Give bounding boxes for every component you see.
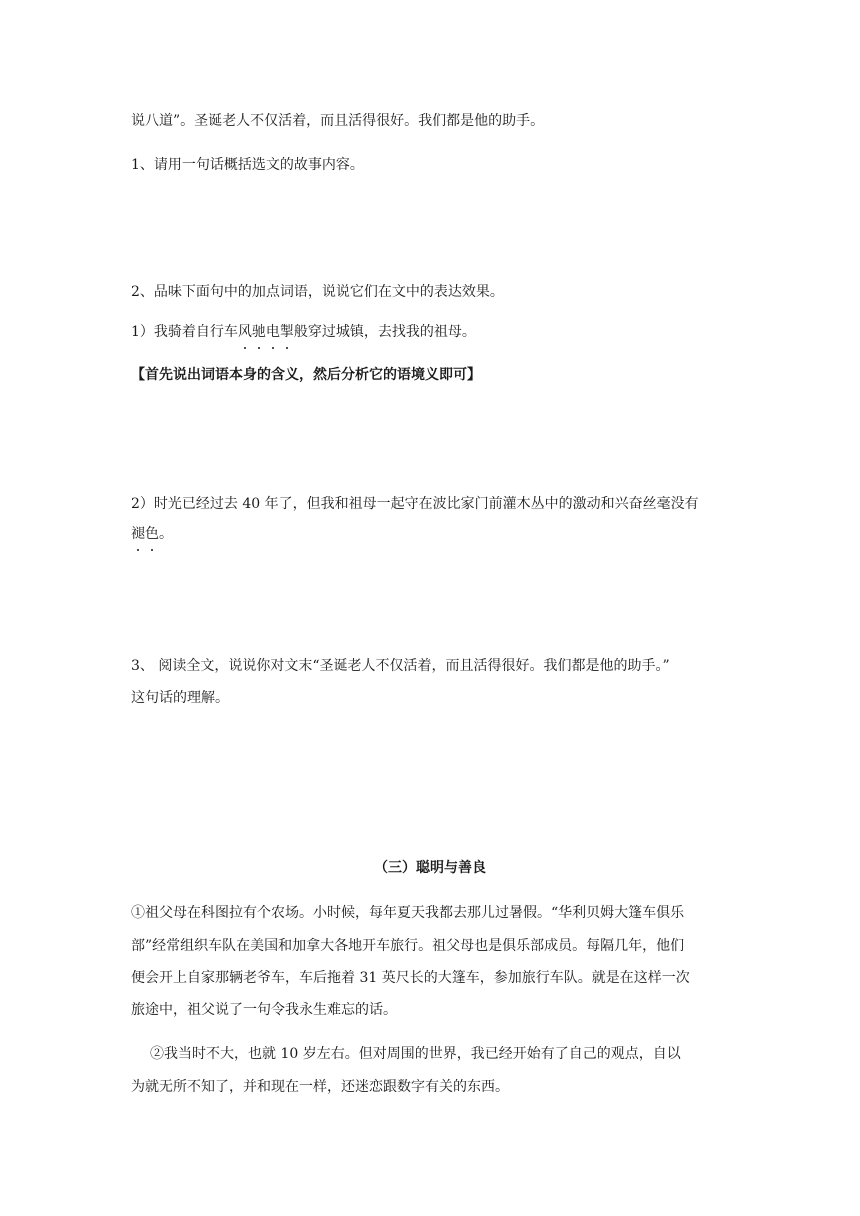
paragraph-1-line-1: ①祖父母在科图拉有个农场。小时候，每年夏天我都去那儿过暑假。“华利贝姆大篷车俱乐 bbox=[131, 905, 685, 921]
paragraph-1-line-2: 部”经常组织车队在美国和加拿大各地开车旅行。祖父母也是俱乐部成员。每隔几年，他们 bbox=[131, 938, 685, 954]
dotted-char: 掣 bbox=[279, 324, 294, 340]
answer-hint: 【首先说出词语本身的含义，然后分析它的语境义即可】 bbox=[131, 367, 481, 383]
question-2-item-2-line-1: 2）时光已经过去 40 年了，但我和祖母一起守在波比家门前灌木丛中的激动和兴奋丝毫没有 bbox=[131, 496, 699, 512]
dotted-char: 风 bbox=[237, 324, 252, 340]
q2-1-text-after: 般穿过城镇，去找我的祖母。 bbox=[293, 324, 476, 340]
question-3-line-1: 3、 阅读全文，说说你对文末“圣诞老人不仅活着，而且活得很好。我们都是他的助手。” bbox=[131, 658, 670, 674]
paragraph-1-line-3: 便会开上自家那辆老爷车，车后拖着 31 英尺长的大篷车，参加旅行车队。就是在这样一次 bbox=[131, 970, 690, 986]
question-1: 1、请用一句话概括选文的故事内容。 bbox=[131, 157, 364, 173]
paragraph-2-line-2: 为就无所不知了，并和现在一样，还迷恋跟数字有关的东西。 bbox=[131, 1079, 509, 1095]
question-2-item-2-line-2 bbox=[131, 524, 731, 544]
q2-2-text-after: 。 bbox=[159, 526, 173, 542]
dotted-char: 褪 bbox=[131, 526, 145, 542]
dotted-char: 色 bbox=[145, 526, 159, 542]
text-line-continuation: 说八道”。圣诞老人不仅活着，而且活得很好。我们都是他的助手。 bbox=[131, 113, 545, 129]
question-2: 2、品味下面句中的加点词语，说说它们在文中的表达效果。 bbox=[131, 284, 504, 300]
paragraph-2-line-1: ②我当时不大，也就 10 岁左右。但对周围的世界，我已经开始有了自己的观点，自以 bbox=[150, 1046, 681, 1062]
dotted-char: 电 bbox=[265, 324, 280, 340]
section-title: （三）聪明与善良 bbox=[374, 860, 486, 876]
question-3-line-2: 这句话的理解。 bbox=[131, 690, 229, 706]
question-2-item-1 bbox=[131, 322, 731, 342]
paragraph-1-line-4: 旅途中，祖父说了一句令我永生难忘的话。 bbox=[131, 1002, 397, 1018]
dotted-char: 驰 bbox=[251, 324, 266, 340]
q2-1-text-before: 1）我骑着自行车 bbox=[131, 324, 238, 340]
